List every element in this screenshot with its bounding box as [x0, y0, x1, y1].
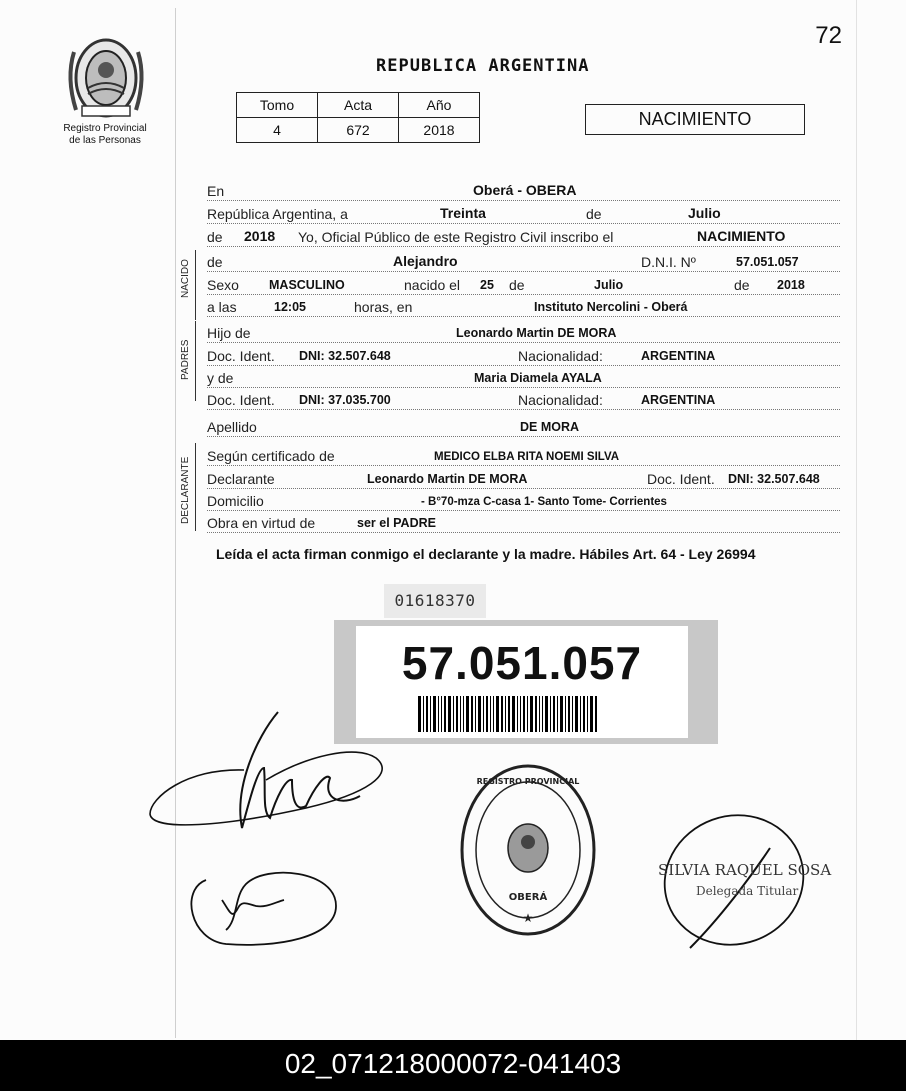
- birth-hour: 12:05: [274, 300, 306, 314]
- row-madre-doc: [207, 389, 840, 410]
- row-domicilio: [207, 490, 840, 511]
- header-tomo: Tomo: [237, 93, 318, 118]
- value-acta: 672: [318, 118, 399, 143]
- sexo-value: MASCULINO: [269, 278, 345, 292]
- birth-place: Instituto Nercolini - Oberá: [534, 300, 688, 314]
- declarant-doc: DNI: 32.507.648: [728, 472, 820, 486]
- horas-en-label: horas, en: [354, 299, 413, 315]
- declarante-bracket: [195, 443, 197, 531]
- svg-text:OBERÁ: OBERÁ: [508, 892, 548, 903]
- de-label-3: de: [207, 254, 223, 270]
- record-table: [236, 92, 480, 143]
- birth-year: 2018: [777, 278, 805, 292]
- father-nationality: ARGENTINA: [641, 349, 716, 363]
- serial-number: 01618370: [384, 584, 486, 618]
- row-padre-doc: [207, 345, 840, 366]
- day-value: Treinta: [440, 205, 486, 221]
- apellido-value: DE MORA: [520, 420, 580, 434]
- year-value: 2018: [244, 228, 276, 244]
- act-value: NACIMIENTO: [697, 228, 786, 244]
- row-en: [207, 180, 840, 201]
- official-stamp: [458, 762, 598, 938]
- father-doc: DNI: 32.507.648: [299, 349, 391, 363]
- issuer-caption: Registro Provincial de las Personas: [63, 123, 147, 146]
- de-label-4: de: [509, 277, 525, 293]
- row-hora: [207, 296, 840, 317]
- doc-ident-label-2: Doc. Ident.: [207, 392, 275, 408]
- svg-text:★: ★: [522, 911, 534, 925]
- row-declarante: [207, 468, 840, 489]
- row-hijo-de: [207, 322, 840, 343]
- row-sexo: [207, 274, 840, 295]
- closing-statement: Leída el acta firman conmigo el declarante y la madre. Hábiles Art. 64 - Ley 26994: [216, 546, 756, 562]
- de-label-5: de: [734, 277, 750, 293]
- y-de-label: y de: [207, 370, 234, 386]
- svg-text:REGISTRO PROVINCIAL: REGISTRO PROVINCIAL: [476, 777, 580, 786]
- apellido-label: Apellido: [207, 419, 257, 435]
- mother-name: Maria Diamela AYALA: [474, 371, 602, 385]
- a-las-label: a las: [207, 299, 237, 315]
- sticker-dni-number: 57.051.057: [401, 637, 643, 689]
- nacionalidad-label-2: Nacionalidad:: [518, 392, 603, 408]
- row-oficial: [207, 226, 840, 247]
- document-title: REPUBLICA ARGENTINA: [376, 56, 590, 76]
- row-y-de: [207, 367, 840, 388]
- nacionalidad-label: Nacionalidad:: [518, 348, 603, 364]
- coat-of-arms-icon: [62, 32, 150, 122]
- mother-doc: DNI: 37.035.700: [299, 393, 391, 407]
- row-nombre: [207, 251, 840, 272]
- de-label-2: de: [207, 229, 223, 245]
- barcode-icon: [418, 696, 638, 732]
- dni-label: D.N.I. Nº: [641, 254, 696, 270]
- row-republica: [207, 203, 840, 224]
- nacido-el-label: nacido el: [404, 277, 461, 293]
- registrar-signature: [650, 808, 830, 958]
- declarante-label: Declarante: [207, 471, 275, 487]
- value-tomo: 4: [237, 118, 318, 143]
- domicilio-label: Domicilio: [207, 493, 264, 509]
- mother-signature: [186, 860, 346, 950]
- margin-line: [175, 8, 176, 1038]
- declarant-address: - B°70-mza C-casa 1- Santo Tome- Corrientes: [421, 496, 667, 508]
- doc-ident-label: Doc. Ident.: [207, 348, 275, 364]
- birth-month: Julio: [594, 278, 624, 292]
- header-acta: Acta: [318, 93, 399, 118]
- declarant-name: Leonardo Martin DE MORA: [367, 472, 528, 486]
- row-obra: [207, 512, 840, 533]
- obra-value: ser el PADRE: [357, 516, 436, 530]
- value-ano: 2018: [399, 118, 480, 143]
- registrar-title: Delegada Titular: [696, 884, 799, 898]
- declarant-signature: [146, 708, 406, 838]
- registrar-name: SILVIA RAQUEL SOSA: [658, 861, 832, 879]
- row-apellido: [207, 416, 840, 437]
- hijo-de-label: Hijo de: [207, 325, 251, 341]
- padres-bracket: [195, 321, 197, 401]
- de-label: de: [586, 206, 602, 222]
- doc-ident-label-3: Doc. Ident.: [647, 471, 715, 487]
- father-name: Leonardo Martin DE MORA: [456, 326, 617, 340]
- declarante-section-label: DECLARANTE: [180, 456, 191, 524]
- en-label: En: [207, 183, 225, 199]
- page-number: 72: [815, 22, 842, 49]
- republica-label: República Argentina, a: [207, 206, 348, 222]
- nacido-bracket: [195, 250, 197, 320]
- oficial-label: Yo, Oficial Público de este Registro Civil inscribo el: [298, 229, 614, 245]
- place-value: Oberá - OBERA: [473, 182, 577, 198]
- mother-nationality: ARGENTINA: [641, 393, 716, 407]
- nacido-section-label: NACIDO: [180, 259, 191, 298]
- footer-document-id: 02_071218000072-041403: [284, 1048, 622, 1079]
- month-value: Julio: [688, 205, 721, 221]
- certificate-issuer: MEDICO ELBA RITA NOEMI SILVA: [434, 451, 620, 463]
- obra-label: Obra en virtud de: [207, 515, 316, 531]
- certificado-label: Según certificado de: [207, 448, 335, 464]
- page-edge: [856, 0, 857, 1040]
- sexo-label: Sexo: [207, 277, 239, 293]
- child-dni: 57.051.057: [736, 255, 799, 269]
- header-ano: Año: [399, 93, 480, 118]
- padres-section-label: PADRES: [180, 339, 191, 380]
- row-certificado: [207, 445, 840, 466]
- record-type-box: NACIMIENTO: [585, 104, 805, 135]
- child-name: Alejandro: [393, 253, 458, 269]
- birth-day: 25: [480, 278, 494, 292]
